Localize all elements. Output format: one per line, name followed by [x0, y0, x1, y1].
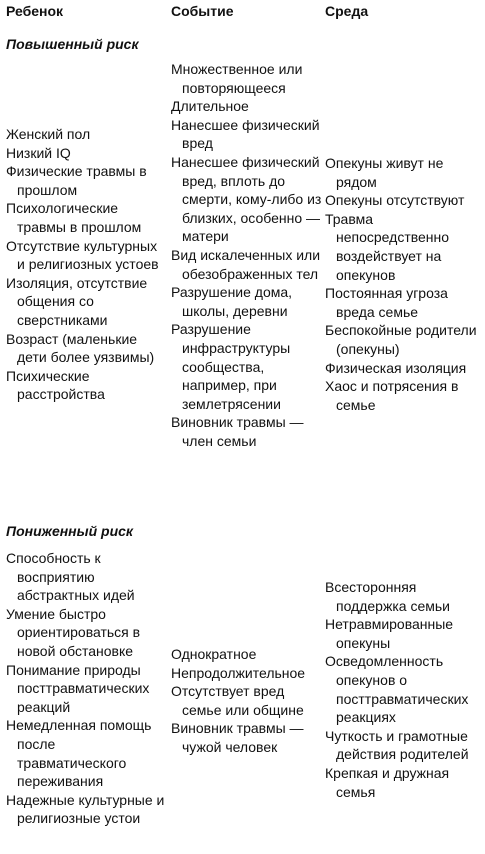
list-item: Чуткость и грамотные действия родителей: [325, 727, 469, 763]
list-item: Травма непосредственно воздействует на опекунов: [325, 210, 450, 283]
list-item: Изоляция, отсутствие общения со сверстниками: [6, 274, 148, 328]
list-item: Длительное: [171, 98, 249, 115]
list-item: Крепкая и дружная семья: [325, 764, 450, 800]
list-item: Физические травмы в прошлом: [6, 163, 147, 198]
list-item: Способность к восприятию абстрактных идей: [6, 550, 135, 604]
list-item: Опекуны отсутствуют: [325, 192, 465, 209]
list-item: Виновник травмы — член семьи: [171, 414, 304, 449]
list-item: Беспокойные родители (опекуны): [325, 322, 477, 357]
list-item: Множественное или повторяющееся: [171, 61, 303, 96]
list-item: Постоянная угроза вреда семье: [325, 285, 448, 320]
list-item: Женский пол: [6, 126, 91, 142]
list-item: Разрушение дома, школы, деревни: [171, 284, 293, 319]
list-item: Разрушение инфраструктуры сообщества, например, при землетрясении: [171, 321, 291, 412]
list-item: Опекуны живут не рядом: [325, 155, 444, 190]
list-item: Понимание природы посттравматических реакций: [6, 661, 150, 715]
section-title-low-risk: Пониженный риск: [6, 523, 134, 539]
list-item: Хаос и потрясения в семье: [325, 378, 459, 413]
list-item: Надежные культурные и религиозные устои: [6, 791, 165, 827]
low-risk-environment-list: [325, 578, 482, 801]
high-risk-environment-list: [325, 154, 482, 414]
list-item: Нанесшее физический вред: [171, 116, 320, 152]
list-item: Всесторонняя поддержка семьи: [325, 579, 450, 614]
list-item: Однократное: [171, 646, 257, 662]
list-item: Умение быстро ориентироваться в новой обстановке: [6, 605, 141, 659]
list-item: Физическая изоляция: [325, 359, 467, 376]
header-event: Событие: [171, 3, 234, 19]
list-item: Нетравмированные опекуны: [325, 616, 454, 651]
low-risk-child-list: [6, 549, 166, 828]
list-item: Отсутствие культурных и религиозных устоев: [6, 237, 159, 273]
header-child: Ребенок: [6, 3, 64, 19]
list-item: Виновник травмы — чужой человек: [171, 720, 304, 755]
header-environment: Среда: [325, 3, 369, 19]
list-item: Непродолжительное: [171, 664, 306, 681]
high-risk-event-list: [171, 60, 323, 450]
list-item: Вид искалеченных или обезображенных тел: [171, 246, 321, 282]
section-title-high-risk: Повышенный риск: [6, 36, 139, 52]
list-item: Нанесшее физический вред, вплоть до смерти, кому-либо из близких, особенно — матери: [171, 153, 322, 245]
list-item: Отсутствует вред семье или общине: [171, 683, 304, 718]
list-item: Осведомленность опекунов о посттравматических реакциях: [325, 653, 469, 726]
list-item: Низкий IQ: [6, 144, 71, 161]
list-item: Психологические травмы в прошлом: [6, 200, 142, 235]
list-item: Возраст (маленькие дети более уязвимы): [6, 330, 155, 366]
list-item: Психические расстройства: [6, 367, 105, 403]
list-item: Немедленная помощь после травматического переживания: [6, 717, 152, 790]
high-risk-child-list: [6, 125, 166, 404]
low-risk-event-list: [171, 645, 323, 757]
